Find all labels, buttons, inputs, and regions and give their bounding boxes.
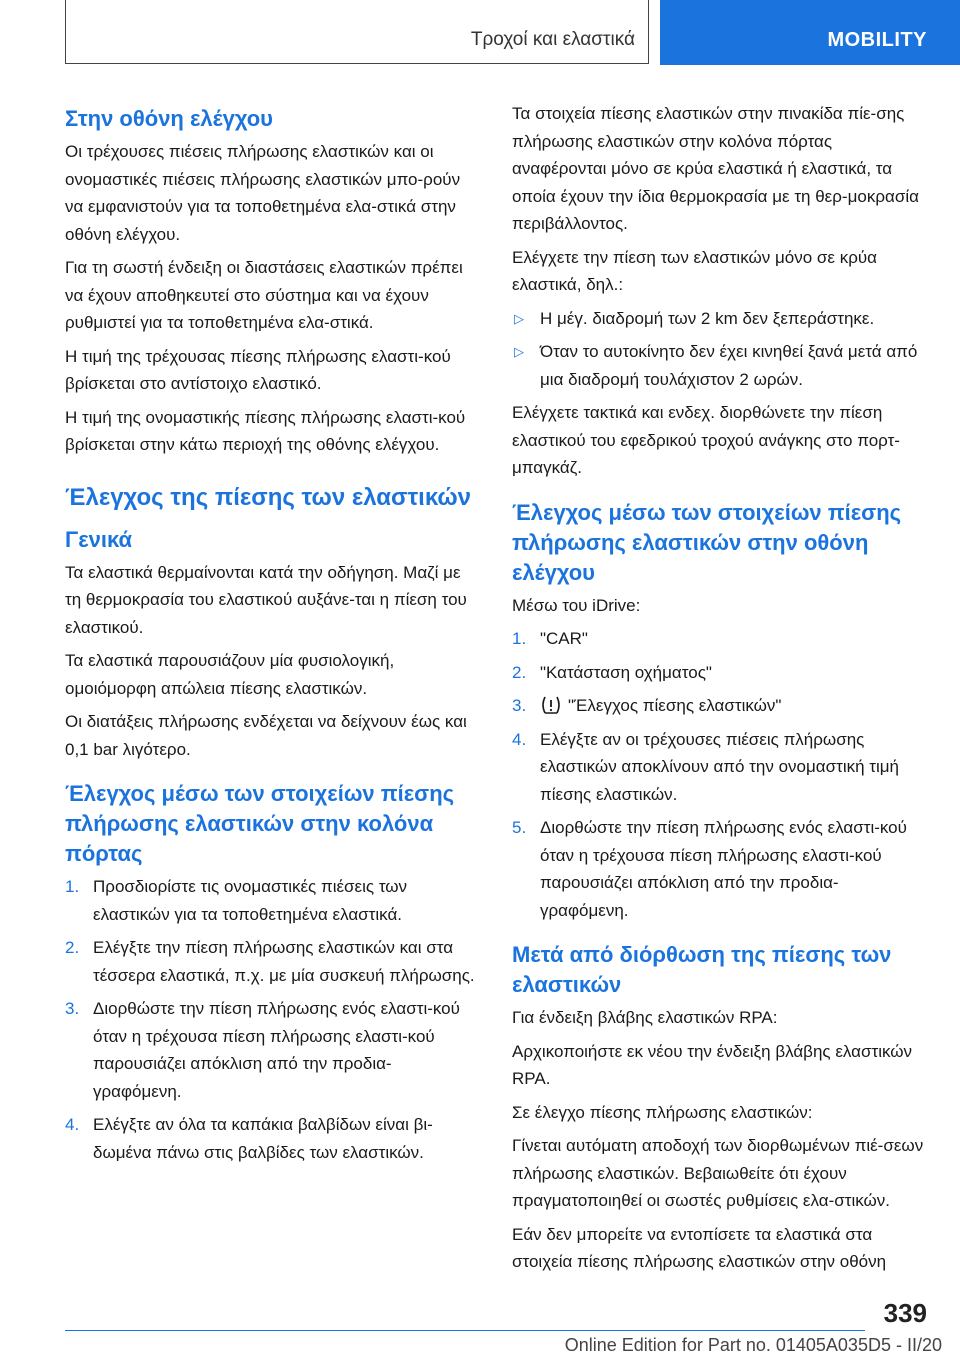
list-item: 2. Ελέγξτε την πίεση πλήρωσης ελαστικών και στα τέσσερα ελαστικά, π.χ. με μία συσκευή πλήρωσης.	[65, 938, 475, 985]
heading-after-correction: Μετά από διόρθωση της πίεσης των ελαστικών	[512, 942, 892, 997]
paragraph: Ελέγχετε τακτικά και ενδεχ. διορθώνετε την πίεση ελαστικού του εφεδρικού τροχού ανάγκης στο πορτ-μπαγκάζ.	[512, 403, 900, 477]
heading-control-display: Στην οθόνη ελέγχου	[65, 106, 273, 131]
paragraph: Σε έλεγχο πίεσης πλήρωσης ελαστικών:	[512, 1102, 813, 1122]
list-item: ▷ Όταν το αυτοκίνητο δεν έχει κινηθεί ξανά μετά από μια διαδρομή τουλάχιστον 2 ωρών.	[512, 338, 927, 393]
triangle-bullet-icon: ▷	[514, 344, 524, 359]
paragraph: Για τη σωστή ένδειξη οι διαστάσεις ελαστικών πρέπει να έχουν αποθηκευτεί στο σύστημα και να έχουν ρυθμιστεί για τα τοποθετημένα ελα-στικά.	[65, 258, 463, 332]
list-item: 3. "Έλεγχος πίεσης ελαστικών"	[512, 696, 782, 715]
heading-general: Γενικά	[65, 526, 133, 552]
paragraph: Για ένδειξη βλάβης ελαστικών RPA:	[512, 1008, 778, 1027]
paragraph: Η τιμή της τρέχουσας πίεσης πλήρωσης ελαστι-κού βρίσκεται στο αντίστοιχο ελαστικό.	[65, 346, 451, 393]
page-number: 339	[883, 1298, 927, 1328]
list-item: 4. Ελέγξτε αν οι τρέχουσες πιέσεις πλήρωσης ελαστικών αποκλίνουν από την ονομαστική τιμή πίεσης ελαστικών.	[512, 729, 900, 804]
paragraph: Μέσω του iDrive:	[512, 595, 641, 615]
list-item: 1. "CAR"	[512, 629, 588, 648]
list-item: 3. Διορθώστε την πίεση πλήρωσης ενός ελαστι-κού όταν η τρέχουσα πίεση πλήρωσης ελαστι-κού παρουσιάζει απόκλιση από την προδια-γραφόμενη.	[65, 999, 460, 1101]
paragraph: Η τιμή της ονομαστικής πίεσης πλήρωσης ελαστι-κού βρίσκεται στην κάτω περιοχή της οθόνης ελέγχου.	[65, 407, 466, 454]
steps-list	[512, 625, 927, 924]
paragraph: Ελέγχετε την πίεση των ελαστικών μόνο σε κρύα ελαστικά, δηλ.:	[512, 247, 877, 294]
triangle-bullet-icon: ▷	[514, 310, 524, 326]
chapter-label: MOBILITY	[827, 29, 927, 51]
tire-pressure-warning-icon	[540, 695, 562, 715]
right-column	[512, 100, 927, 1282]
heading-tire-pressure-check: Έλεγχος της πίεσης των ελαστικών	[65, 483, 472, 511]
list-item: 1. Προσδιορίστε τις ονομαστικές πιέσεις των ελαστικών για τα τοποθετημένα ελαστικά.	[65, 877, 408, 924]
steps-list	[65, 873, 480, 1166]
paragraph: Οι τρέχουσες πιέσεις πλήρωσης ελαστικών και οι ονομαστικές πιέσεις πλήρωσης ελαστικών μπο-ρούν να εμφανιστούν για τα τοποθετημένα ελα-στικά στην οθόνη ελέγχου.	[65, 142, 461, 244]
heading-door-pillar-check: Έλεγχος μέσω των στοιχείων πίεσης πλήρωσης ελαστικών στην κολόνα πόρτας	[65, 781, 455, 866]
heading-control-display-check: Έλεγχος μέσω των στοιχείων πίεσης πλήρωσης ελαστικών στην οθόνη ελέγχου	[512, 499, 902, 585]
list-item: 2. "Κατάσταση οχήματος"	[512, 662, 712, 682]
paragraph: Τα ελαστικά παρουσιάζουν μία φυσιολογική, ομοιόμορφη απώλεια πίεσης ελαστικών.	[65, 651, 395, 698]
paragraph: Εάν δεν μπορείτε να εντοπίσετε τα ελαστικά στα στοιχεία πίεσης πλήρωσης ελαστικών στην οθόνη	[512, 1224, 887, 1271]
paragraph: Τα στοιχεία πίεσης ελαστικών στην πινακίδα πίε-σης πλήρωσης ελαστικών στην κολόνα πόρτας αναφέρονται μόνο σε κρύα ελαστικά ή ελαστικά, τα οποία έχουν την ίδια θερμοκρασία με τη θερ-μοκρασία περιβάλλοντος.	[512, 104, 919, 233]
page-header	[0, 0, 960, 66]
edition-info: Online Edition for Part no. 01405A035D5 - II/20	[564, 1335, 942, 1355]
paragraph: Αρχικοποιήστε εκ νέου την ένδειξη βλάβης ελαστικών RPA.	[512, 1041, 913, 1088]
paragraph: Γίνεται αυτόματη αποδοχή των διορθωμένων πιέ-σεων πλήρωσης ελαστικών. Βεβαιωθείτε ότι έχουν πραγματοποιηθεί οι σωστές ρυθμίσεις ελα-στικών.	[512, 1136, 924, 1210]
paragraph: Τα ελαστικά θερμαίνονται κατά την οδήγηση. Μαζί με τη θερμοκρασία του ελαστικού αυξάνε-ται η πίεση του ελαστικού.	[65, 562, 467, 637]
section-title: Τροχοί και ελαστικά	[470, 29, 635, 50]
footer-divider	[65, 1330, 865, 1331]
chapter-tab	[660, 0, 960, 65]
list-item: 5. Διορθώστε την πίεση πλήρωσης ενός ελαστι-κού όταν η τρέχουσα πίεση πλήρωσης ελαστι-κού παρουσιάζει απόκλιση από την προδια-γραφόμενη.	[512, 818, 907, 920]
paragraph: Οι διατάξεις πλήρωσης ενδέχεται να δείχνουν έως και 0,1 bar λιγότερο.	[65, 712, 467, 759]
left-column	[65, 104, 480, 1172]
list-item: 4. Ελέγξτε αν όλα τα καπάκια βαλβίδων είναι βι-δωμένα πάνω στις βαλβίδες των ελαστικών.	[65, 1115, 433, 1162]
list-item: ▷ Η μέγ. διαδρομή των 2 km δεν ξεπεράστηκε.	[512, 305, 927, 333]
bullet-list	[512, 305, 927, 394]
